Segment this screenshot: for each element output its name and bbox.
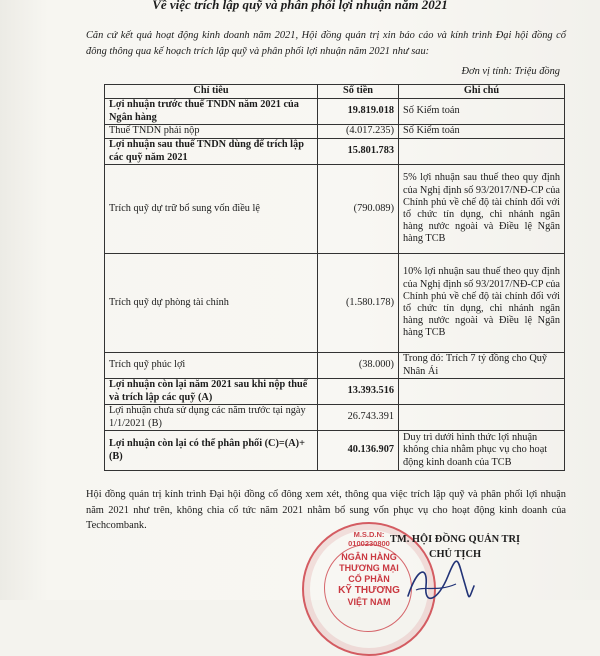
row-amount: 15.801.783	[318, 139, 399, 165]
row-note: 5% lợi nhuận sau thuế theo quy định của Nghị định số 93/2017/NĐ-CP của Chính phủ về chế độ tài chính đối với tổ chức tín dụng, chi nhánh ngân hàng nước ngoài và Điều lệ Ngân hàng TCB	[399, 165, 565, 254]
signature-position: CHỦ TỊCH	[428, 549, 482, 560]
table-row	[105, 353, 565, 379]
row-amount: (1.580.178)	[318, 254, 399, 353]
closing-paragraph: Hội đồng quản trị kính trình Đại hội đồng cổ đông xem xét, thông qua việc trích lập quỹ và phân phối lợi nhuận năm 2021 như trên, không chia cổ tức năm 2021 nhằm bổ sung vốn phục vụ cho hoạt động kinh doanh của Techcombank.	[86, 489, 566, 532]
row-amount: 13.393.516	[318, 379, 399, 405]
row-item: Lợi nhuận chưa sử dụng các năm trước tại ngày 1/1/2021 (B)	[105, 405, 318, 431]
seal-line: THƯƠNG MẠI	[339, 563, 399, 573]
row-note	[399, 139, 565, 165]
seal-code: M.S.D.N: 0100230800	[348, 530, 390, 548]
row-amount: (4.017.235)	[318, 125, 399, 139]
seal-line: CỔ PHẦN	[348, 574, 390, 584]
row-amount: (38.000)	[318, 353, 399, 379]
handwritten-signature	[398, 556, 478, 606]
row-amount: 26.743.391	[318, 405, 399, 431]
row-note: Số Kiểm toán	[399, 125, 565, 139]
row-note	[399, 379, 565, 405]
row-item: Trích quỹ phúc lợi	[105, 353, 318, 379]
seal-line: KỸ THƯƠNG	[338, 585, 400, 596]
row-amount: 19.819.018	[318, 99, 399, 125]
table-row	[105, 139, 565, 165]
header-item: Chỉ tiêu	[105, 85, 318, 99]
table-row	[105, 431, 565, 471]
row-note	[399, 405, 565, 431]
row-item: Trích quỹ dự trữ bổ sung vốn điều lệ	[105, 165, 318, 254]
table-row	[105, 379, 565, 405]
seal-line: NGÂN HÀNG	[341, 552, 397, 562]
table-row	[105, 99, 565, 125]
row-amount: 40.136.907	[318, 431, 399, 471]
row-item: Trích quỹ dự phòng tài chính	[105, 254, 318, 353]
table-row	[105, 254, 565, 353]
header-note: Ghi chú	[399, 85, 565, 99]
row-amount: (790.089)	[318, 165, 399, 254]
intro-paragraph: Căn cứ kết quả hoạt động kinh doanh năm 2021, Hội đồng quản trị xin báo cáo và kính trình Đại hội đồng cổ đông thông qua kế hoạch trích lập quỹ và phân phối lợi nhuận năm 2021 như sau:	[86, 30, 566, 57]
seal-line: VIỆT NAM	[347, 597, 391, 607]
table-row	[105, 165, 565, 254]
profit-distribution-table	[104, 84, 565, 471]
table-row	[105, 405, 565, 431]
row-item: Lợi nhuận sau thuế TNDN dùng để trích lập các quỹ năm 2021	[105, 139, 318, 165]
signature-title: TM. HỘI ĐỒNG QUẢN TRỊ	[390, 534, 520, 545]
row-note: Trong đó: Trích 7 tỷ đồng cho Quỹ Nhân Ái	[399, 353, 565, 379]
table-row	[105, 125, 565, 139]
row-item: Lợi nhuận còn lại có thể phân phối (C)=(A)+(B)	[105, 431, 318, 471]
row-item: Thuế TNDN phải nộp	[105, 125, 318, 139]
row-note: Số Kiểm toán	[399, 99, 565, 125]
row-note: Duy trì dưới hình thức lợi nhuận không chia nhằm phục vụ cho hoạt động kinh doanh của TCB	[399, 431, 565, 471]
row-item: Lợi nhuận còn lại năm 2021 sau khi nộp thuế và trích lập các quỹ (A)	[105, 379, 318, 405]
document-title: Về việc trích lập quỹ và phân phối lợi nhuận năm 2021	[152, 0, 448, 12]
row-note: 10% lợi nhuận sau thuế theo quy định của Nghị định số 93/2017/NĐ-CP của Chính phủ về chế độ tài chính đối với tổ chức tín dụng, chi nhánh ngân hàng nước ngoài và Điều lệ Ngân hàng TCB	[399, 254, 565, 353]
table-header-row	[105, 85, 565, 99]
unit-label: Đơn vị tính: Triệu đồng	[461, 66, 560, 77]
header-amount: Số tiền	[318, 85, 399, 99]
row-item: Lợi nhuận trước thuế TNDN năm 2021 của Ngân hàng	[105, 99, 318, 125]
